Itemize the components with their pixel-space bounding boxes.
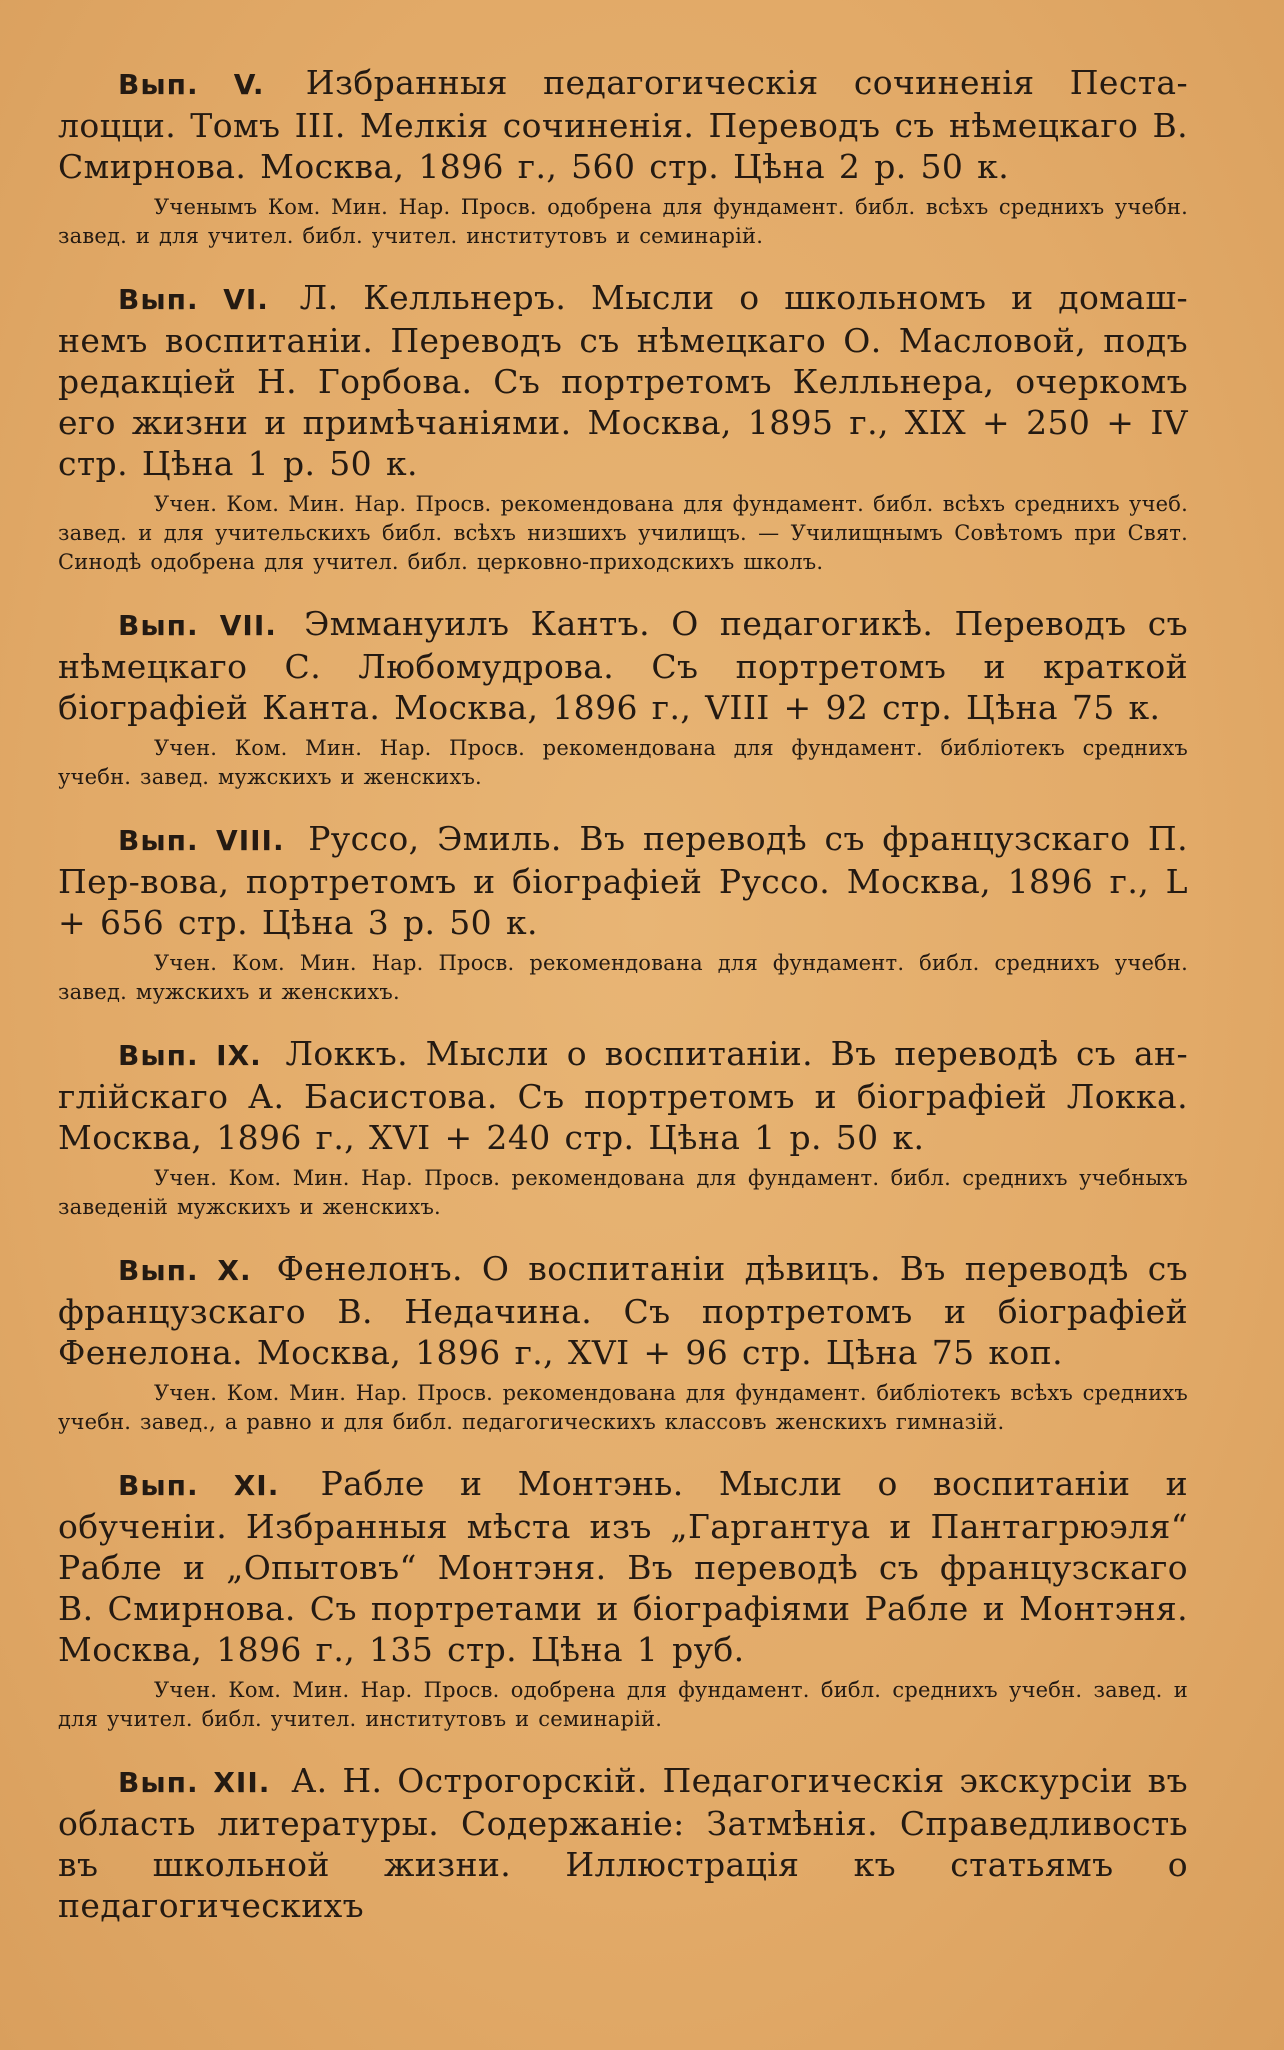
approval-note: Учен. Ком. Мин. Нар. Просв. рекомендована для фундамент. библіотекъ среднихъ учебн. завед. мужскихъ и женскихъ. (58, 736, 1188, 789)
issue-number: Вып. XII. (118, 1766, 271, 1799)
catalog-page (58, 62, 1188, 1952)
approval-note: Учен. Ком. Мин. Нар. Просв. одобрена для фундамент. библ. среднихъ учебн. завед. и для учител. библ. учител. институтовъ и семинарій. (58, 1678, 1188, 1731)
entry-text: Избранныя педагогическія сочиненія Песта-лоцци. Томъ III. Мелкія сочиненія. Переводъ съ нѣмецкаго В. Смирнова. Москва, 1896 г., 560 стр. Цѣна 2 р. 50 к. (58, 63, 1189, 186)
entry-text: Эммануилъ Кантъ. О педагогикѣ. Переводъ съ нѣмецкаго С. Любомудрова. Съ портретомъ и краткой біографіей Канта. Москва, 1896 г., VIII + 92 стр. Цѣна 75 к. (58, 604, 1188, 727)
catalog-entry (58, 62, 1188, 251)
entry-text: Руссо, Эмиль. Въ переводѣ съ французскаго П. Пер-вова, портретомъ и біографіей Руссо. Москва, 1896 г., L + 656 стр. Цѣна 3 р. 50 к. (58, 819, 1189, 942)
issue-number: Вып. X. (118, 1254, 252, 1287)
approval-note: Учен. Ком. Мин. Нар. Просв. рекомендована для фундамент. библ. среднихъ учебныхъ заведеній мужскихъ и женскихъ. (58, 1166, 1188, 1219)
catalog-entry (58, 603, 1188, 792)
entry-heading (58, 1463, 1188, 1670)
entry-text: Рабле и Монтэнь. Мысли о воспитаніи и обученіи. Избранныя мѣста изъ „Гаргантуа и Пантагрюэля“ Рабле и „Опытовъ“ Монтэня. Въ переводѣ съ французскаго В. Смирнова. Съ портретами и біографіями Рабле и Монтэня. Москва, 1896 г., 135 стр. Цѣна 1 руб. (58, 1464, 1188, 1669)
entry-text: А. Н. Острогорскій. Педагогическія экскурсіи въ область литературы. Содержаніе: Затмѣнія. Справедливость въ школьной жизни. Иллюстрація къ статьямъ о педагогическихъ (58, 1761, 1189, 1925)
entry-heading (58, 603, 1188, 728)
issue-number: Вып. V. (118, 68, 265, 101)
entry-text: Фенелонъ. О воспитаніи дѣвицъ. Въ переводѣ съ французскаго В. Недачина. Съ портретомъ и біографіей Фенелона. Москва, 1896 г., XVI + 96 стр. Цѣна 75 коп. (58, 1249, 1188, 1372)
issue-number: Вып. XI. (118, 1469, 280, 1502)
entry-heading (58, 1033, 1188, 1158)
entry-heading (58, 62, 1188, 187)
entry-text: Л. Келльнеръ. Мысли о школьномъ и домаш-немъ воспитаніи. Переводъ съ нѣмецкаго О. Масловой, подъ редакціей Н. Горбова. Съ портретомъ Келльнера, очеркомъ его жизни и примѣчаніями. Москва, 1895 г., XIX + 250 + IV стр. Цѣна 1 р. 50 к. (58, 278, 1189, 483)
issue-number: Вып. VII. (118, 609, 277, 642)
entry-heading (58, 818, 1188, 943)
approval-note: Учен. Ком. Мин. Нар. Просв. рекомендована для фундамент. библ. всѣхъ среднихъ учеб. завед. и для учительскихъ библ. всѣхъ низшихъ училищъ. — Училищнымъ Совѣтомъ при Свят. Синодѣ одобрена для учител. библ. церковно-приходскихъ школъ. (58, 492, 1188, 574)
catalog-entry (58, 1248, 1188, 1437)
approval-note: Ученымъ Ком. Мин. Нар. Просв. одобрена для фундамент. библ. всѣхъ среднихъ учебн. завед. и для учител. библ. учител. институтовъ и семинарій. (58, 195, 1188, 248)
catalog-entry (58, 1033, 1188, 1222)
issue-number: Вып. IX. (118, 1039, 262, 1072)
catalog-entry (58, 818, 1188, 1007)
approval-note: Учен. Ком. Мин. Нар. Просв. рекомендована для фундамент. библ. среднихъ учебн. завед. мужскихъ и женскихъ. (58, 951, 1188, 1004)
catalog-entry (58, 277, 1188, 577)
issue-number: Вып. VIII. (118, 824, 285, 857)
entry-heading (58, 1248, 1188, 1373)
entry-heading (58, 277, 1188, 484)
catalog-entry (58, 1463, 1188, 1734)
catalog-entry (58, 1760, 1188, 1926)
entry-heading (58, 1760, 1188, 1926)
issue-number: Вып. VI. (118, 283, 269, 316)
approval-note: Учен. Ком. Мин. Нар. Просв. рекомендована для фундамент. библіотекъ всѣхъ среднихъ учебн. завед., а равно и для библ. педагогическихъ классовъ женскихъ гимназій. (58, 1381, 1188, 1434)
entry-text: Локкъ. Мысли о воспитаніи. Въ переводѣ съ ан-глійскаго А. Басистова. Съ портретомъ и біографіей Локка. Москва, 1896 г., XVI + 240 стр. Цѣна 1 р. 50 к. (58, 1034, 1189, 1157)
